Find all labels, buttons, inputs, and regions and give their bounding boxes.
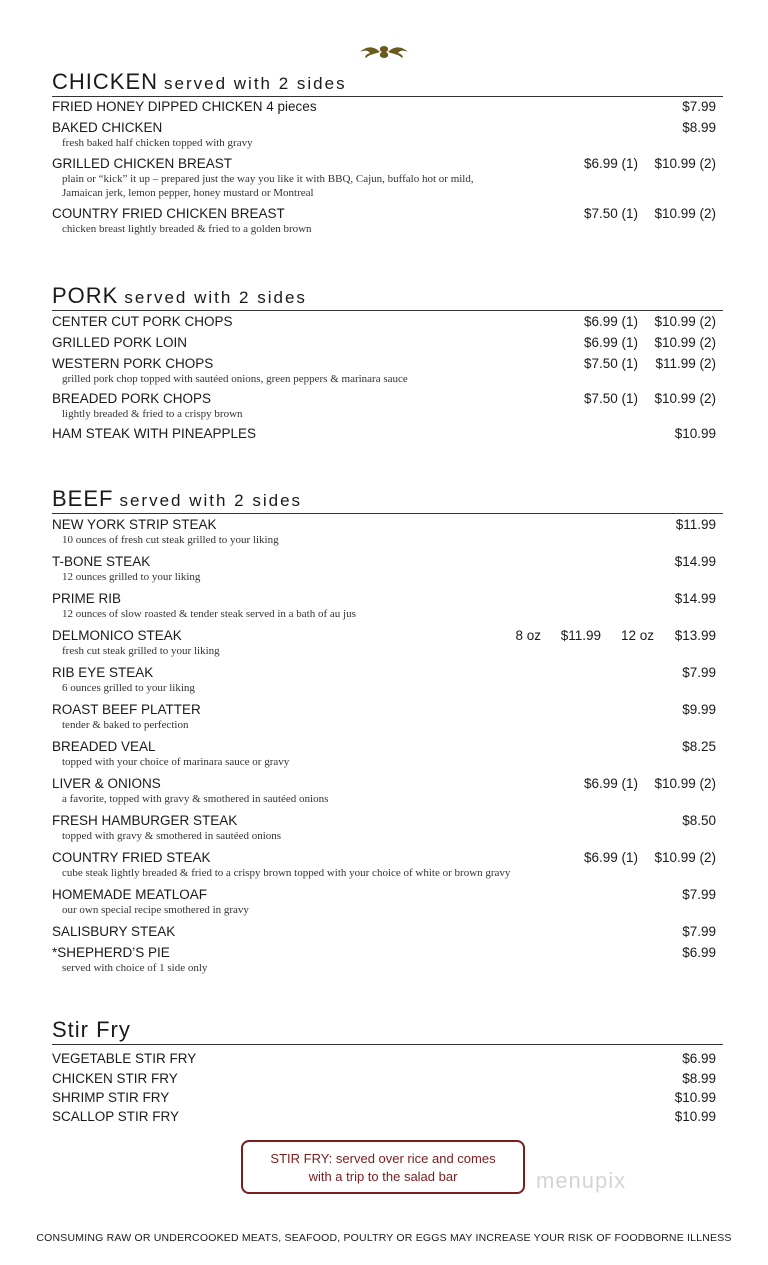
menu-item: RIB EYE STEAK 6 ounces grilled to your liking $7.99 (52, 665, 716, 694)
menu-item: ROAST BEEF PLATTER tender & baked to perfection $9.99 (52, 702, 716, 731)
menu-item: SCALLOP STIR FRY $10.99 (52, 1109, 716, 1124)
section-title: CHICKEN served with 2 sides (52, 69, 347, 94)
food-safety-disclaimer: CONSUMING RAW OR UNDERCOOKED MEATS, SEAFOOD, POULTRY OR EGGS MAY INCREASE YOUR RISK OF FOODBORNE ILLNESS (36, 1232, 732, 1244)
section-header-beef (52, 487, 723, 514)
menu-item: HAM STEAK WITH PINEAPPLES $10.99 (52, 426, 716, 441)
menu-item: COUNTRY FRIED STEAK cube steak lightly breaded & fried to a crispy brown topped with your choice of white or brown gravy $6.99 (1) $10.99 (2) (52, 850, 716, 879)
menu-item: BAKED CHICKEN fresh baked half chicken topped with gravy $8.99 (52, 120, 716, 149)
note-line: STIR FRY: served over rice and comes (270, 1151, 496, 1166)
menu-item: VEGETABLE STIR FRY $6.99 (52, 1051, 716, 1066)
menu-item: FRESH HAMBURGER STEAK topped with gravy & smothered in sautéed onions $8.50 (52, 813, 716, 842)
section-title: Stir Fry (52, 1017, 131, 1042)
section-pork (52, 284, 723, 311)
menu-item: BREADED PORK CHOPS lightly breaded & fried to a crispy brown $7.50 (1) $10.99 (2) (52, 391, 716, 420)
section-chicken (52, 70, 723, 97)
menu-item: *SHEPHERD’S PIE served with choice of 1 side only $6.99 (52, 945, 716, 974)
menu-item: COUNTRY FRIED CHICKEN BREAST chicken breast lightly breaded & fried to a golden brown $7.50 (1) $10.99 (2) (52, 206, 716, 235)
stir-fry-note (241, 1140, 525, 1194)
section-header-stir-fry (52, 1018, 723, 1045)
section-stir-fry (52, 1018, 723, 1045)
watermark: menupix (536, 1168, 627, 1193)
menu-item: BREADED VEAL topped with your choice of marinara sauce or gravy $8.25 (52, 739, 716, 768)
section-title: PORK served with 2 sides (52, 283, 307, 308)
ornament-flourish-icon (354, 42, 414, 62)
menu-item: SHRIMP STIR FRY $10.99 (52, 1090, 716, 1105)
menu-item: PRIME RIB 12 ounces of slow roasted & tender steak served in a bath of au jus $14.99 (52, 591, 716, 620)
menu-item: NEW YORK STRIP STEAK 10 ounces of fresh cut steak grilled to your liking $11.99 (52, 517, 716, 546)
section-header-chicken (52, 70, 723, 97)
menu-item: SALISBURY STEAK $7.99 (52, 924, 716, 939)
note-line: with a trip to the salad bar (308, 1169, 458, 1184)
menu-item: CHICKEN STIR FRY $8.99 (52, 1071, 716, 1086)
menu-item: FRIED HONEY DIPPED CHICKEN 4 pieces $7.99 (52, 99, 716, 114)
section-header-pork (52, 284, 723, 311)
menu-item: T-BONE STEAK 12 ounces grilled to your liking $14.99 (52, 554, 716, 583)
section-title: BEEF served with 2 sides (52, 486, 303, 511)
menu-item: GRILLED CHICKEN BREAST plain or “kick” it up – prepared just the way you like it with BBQ, Cajun, buffalo hot or mild, Jamaican jerk, lemon pepper, honey mustard or Montreal $6.99 (1) $10.99 (2) (52, 156, 716, 199)
menu-item: GRILLED PORK LOIN $6.99 (1) $10.99 (2) (52, 335, 716, 350)
menu-item: HOMEMADE MEATLOAF our own special recipe smothered in gravy $7.99 (52, 887, 716, 916)
menu-item: CENTER CUT PORK CHOPS $6.99 (1) $10.99 (2) (52, 314, 716, 329)
menu-item: DELMONICO STEAK fresh cut steak grilled to your liking 8 oz $11.99 12 oz $13.99 (52, 628, 716, 657)
menu-item: LIVER & ONIONS a favorite, topped with gravy & smothered in sautéed onions $6.99 (1) $10.99 (2) (52, 776, 716, 805)
menu-item: WESTERN PORK CHOPS grilled pork chop topped with sautéed onions, green peppers & marinara sauce $7.50 (1) $11.99 (2) (52, 356, 716, 385)
section-beef (52, 487, 723, 514)
